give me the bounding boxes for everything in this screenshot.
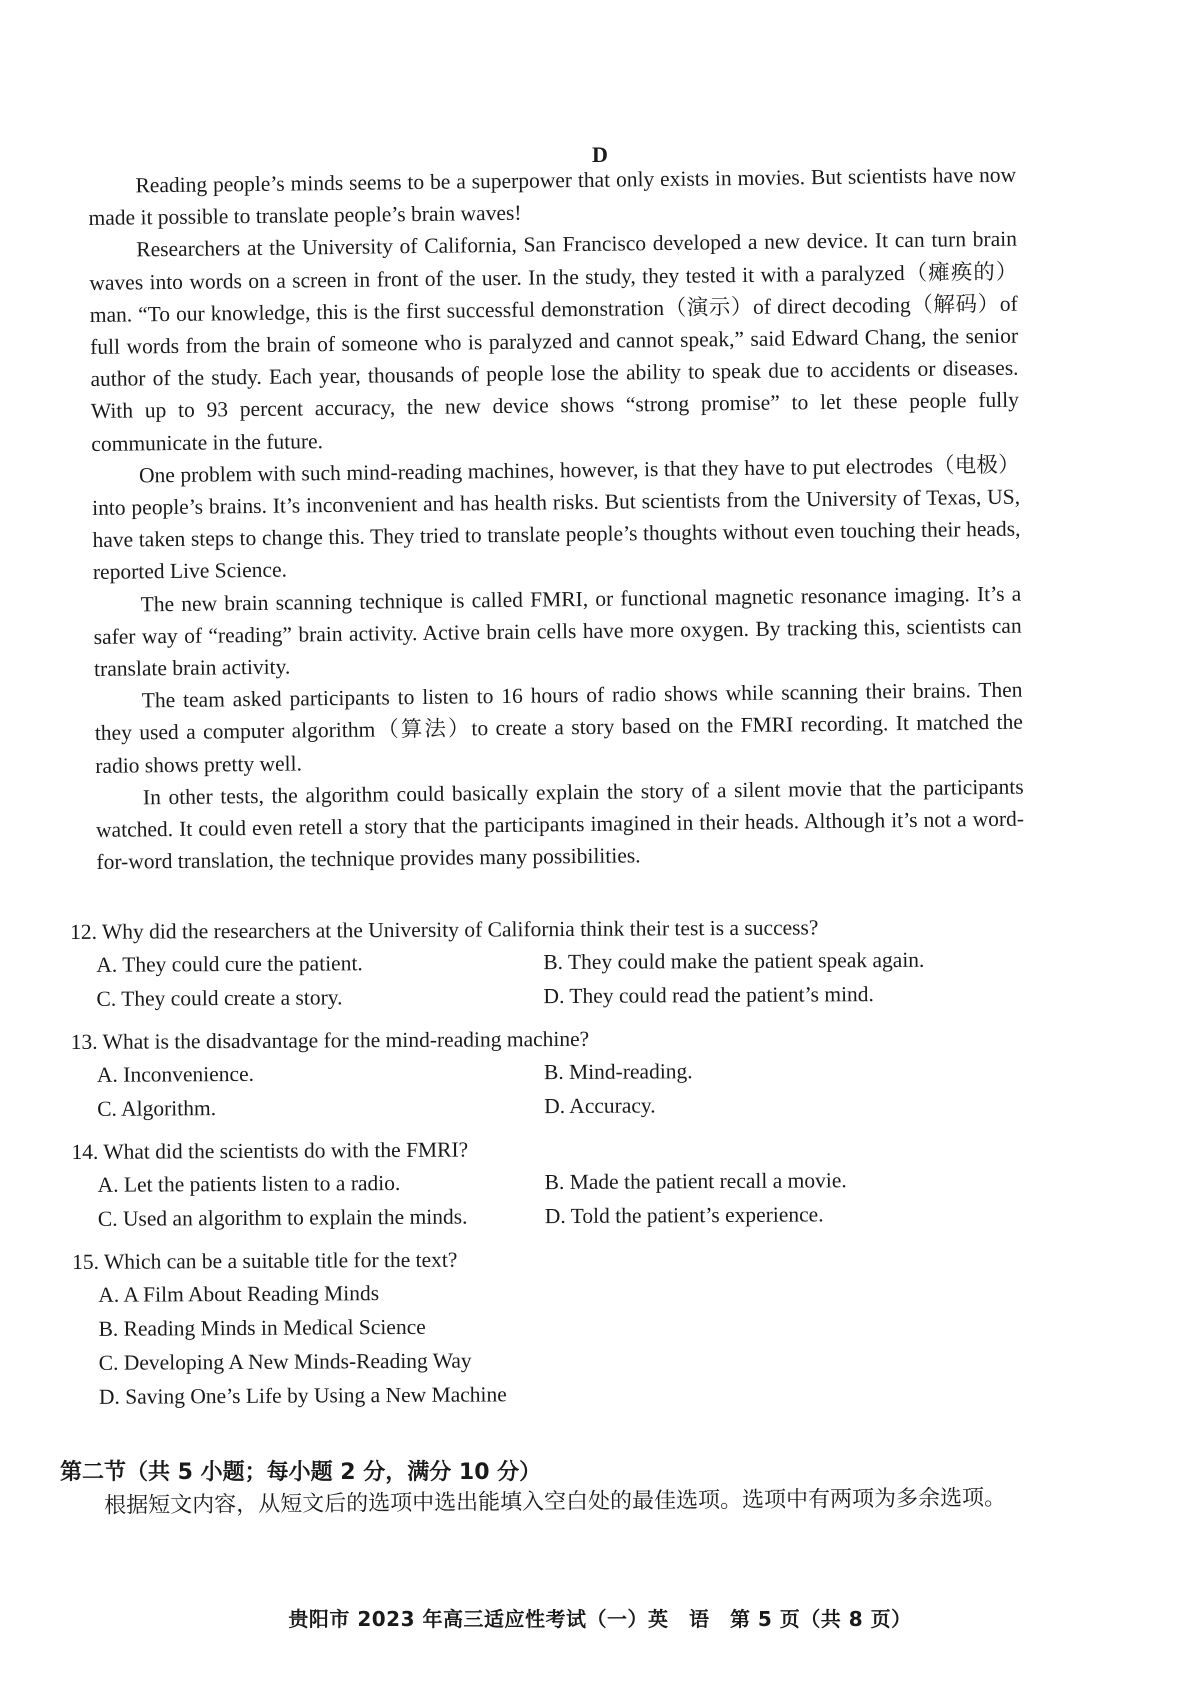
option-a: A. They could cure the patient. <box>96 951 363 977</box>
option-b: B. Mind-reading. <box>543 1059 693 1085</box>
passage-paragraph: The team asked participants to listen to 16 hours of radio shows while scanning their brains. Then they used a computer algorithm（算法）to create a story based on the FMRI recording. It matched the radio shows pretty well. <box>94 677 1023 778</box>
part-two-heading: 第二节（共 5 小题；每小题 2 分，满分 10 分） <box>60 1460 542 1485</box>
question-stem: 12. Why did the researchers at the University of California think their test is a success? <box>70 915 819 944</box>
passage-paragraph: Researchers at the University of California, San Francisco developed a new device. It can turn brain waves into words on a screen in front of the user. In the study, they tested it with a paralyzed（瘫痪的）man. “To our knowledge, this is the first successful demonstration（演示）of direct decoding（解码）of full words from the brain of someone who is paralyzed and cannot speak,” said Edward Chang, the senior author of the study. Each year, thousands of people lose the ability to speak due to accidents or diseases. With up to 93 percent accuracy, the new device shows “strong promise” to let these people fully communicate in the future. <box>89 227 1020 456</box>
question-14 <box>71 1130 1032 1236</box>
option-c: C. They could create a story. <box>96 985 343 1011</box>
section-title: D <box>592 142 608 167</box>
page-footer: 贵阳市 2023 年高三适应性考试（一）英 语 第 5 页（共 8 页） <box>288 1607 912 1631</box>
option-c: C. Developing A New Minds-Reading Way <box>98 1348 472 1375</box>
question-list <box>70 910 1033 1418</box>
question-stem: 13. What is the disadvantage for the mind-reading machine? <box>70 1026 590 1054</box>
question-stem: 14. What did the scientists do with the FMRI? <box>71 1137 469 1164</box>
option-list <box>70 942 1030 1016</box>
option-d: D. They could read the patient’s mind. <box>543 982 874 1009</box>
option-a: A. Let the patients listen to a radio. <box>97 1170 401 1197</box>
question-12 <box>70 910 1031 1016</box>
option-d: D. Saving One’s Life by Using a New Machine <box>98 1382 507 1409</box>
option-list <box>72 1272 1033 1414</box>
option-d: D. Told the patient’s experience. <box>544 1202 824 1229</box>
question-13 <box>71 1020 1032 1126</box>
reading-passage <box>88 159 1025 879</box>
option-d: D. Accuracy. <box>544 1093 656 1119</box>
option-list <box>72 1162 1032 1236</box>
option-b: B. Reading Minds in Medical Science <box>98 1314 426 1341</box>
question-stem: 15. Which can be a suitable title for the text? <box>72 1247 458 1274</box>
option-b: B. They could make the patient speak again. <box>543 947 925 975</box>
passage-paragraph: Reading people’s minds seems to be a superpower that only exists in movies. But scientists have now made it possible to translate people’s brain waves! <box>88 162 1017 231</box>
question-15 <box>72 1240 1033 1414</box>
passage-paragraph: In other tests, the algorithm could basically explain the story of a silent movie that the participants watched. It could even retell a story that the participants imagined in their heads. Although it’s not a word-for-word translation, the technique provides many possibilities. <box>95 774 1025 875</box>
option-c: C. Used an algorithm to explain the minds. <box>97 1204 468 1231</box>
option-c: C. Algorithm. <box>97 1096 217 1121</box>
option-list <box>71 1052 1031 1126</box>
passage-paragraph: The new brain scanning technique is called FMRI, or functional magnetic resonance imaging. It’s a safer way of “reading” brain activity. Active brain cells have more oxygen. By tracking this, scientists can translate brain activity. <box>93 581 1022 682</box>
option-a: A. A Film About Reading Minds <box>98 1281 380 1307</box>
part-two-instruction: 根据短文内容，从短文后的选项中选出能填入空白处的最佳选项。选项中有两项为多余选项。 <box>104 1485 1007 1519</box>
option-b: B. Made the patient recall a movie. <box>544 1168 847 1195</box>
passage-paragraph: One problem with such mind-reading machines, however, is that they have to put electrodes（电极）into people’s brains. It’s inconvenient and has health risks. But scientists from the University of Texas, US, have taken steps to change this. They tried to translate people’s thoughts without even touching their heads, reported Live Science. <box>91 452 1021 585</box>
option-a: A. Inconvenience. <box>96 1061 255 1087</box>
